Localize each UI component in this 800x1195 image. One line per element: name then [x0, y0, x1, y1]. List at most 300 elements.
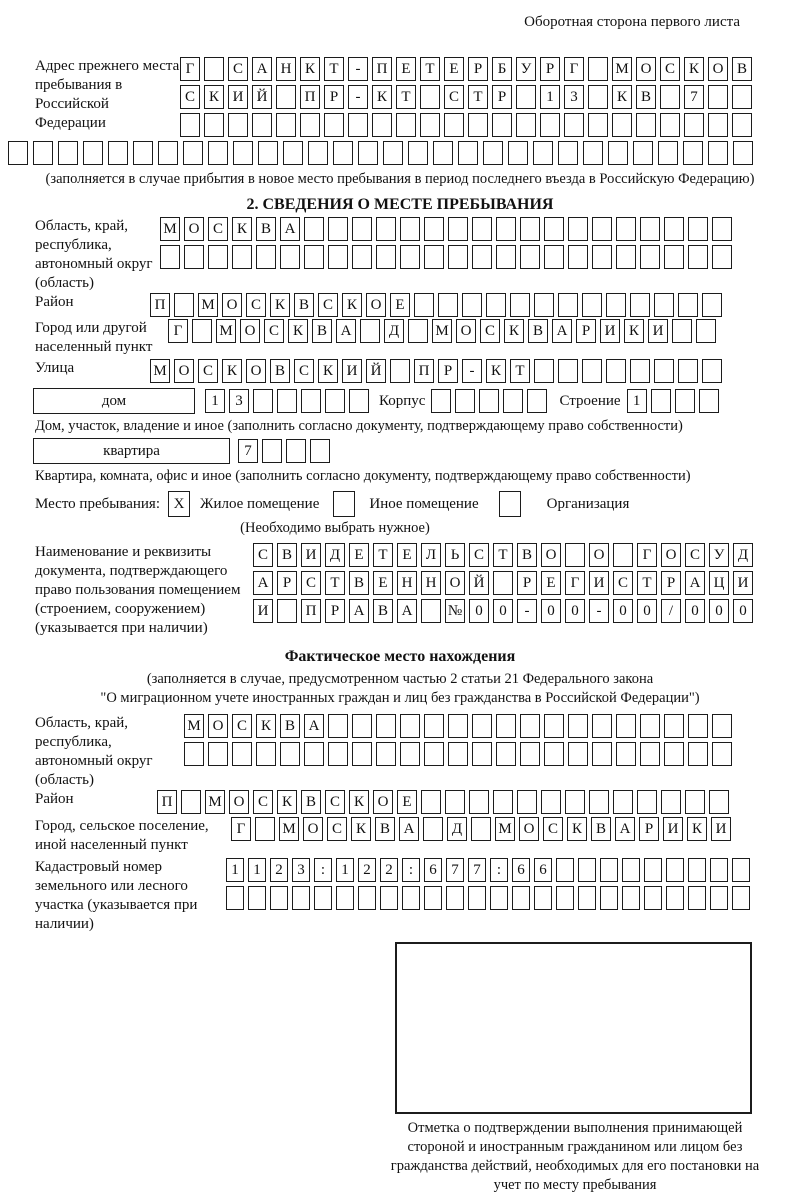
char-cell[interactable]	[208, 141, 228, 165]
char-cell[interactable]: 0	[637, 599, 657, 623]
char-cell[interactable]: 1	[205, 389, 225, 413]
char-cell[interactable]	[712, 245, 732, 269]
char-cell[interactable]: О	[366, 293, 386, 317]
char-cell[interactable]	[710, 858, 728, 882]
char-cell[interactable]	[510, 293, 530, 317]
char-cell[interactable]: В	[301, 790, 321, 814]
char-cell[interactable]: И	[733, 571, 753, 595]
char-cell[interactable]: К	[687, 817, 707, 841]
char-cell[interactable]	[565, 790, 585, 814]
char-cell[interactable]	[558, 359, 578, 383]
char-cell[interactable]	[558, 141, 578, 165]
char-cell[interactable]: 7	[446, 858, 464, 882]
char-cell[interactable]	[448, 217, 468, 241]
char-cell[interactable]	[600, 858, 618, 882]
char-cell[interactable]	[633, 141, 653, 165]
char-cell[interactable]	[568, 245, 588, 269]
char-cell[interactable]	[390, 359, 410, 383]
char-cell[interactable]: А	[552, 319, 572, 343]
char-cell[interactable]	[640, 714, 660, 738]
char-cell[interactable]	[616, 245, 636, 269]
char-cell[interactable]: Т	[493, 543, 513, 567]
char-cell[interactable]: С	[325, 790, 345, 814]
char-cell[interactable]	[349, 389, 369, 413]
char-cell[interactable]: Д	[447, 817, 467, 841]
char-cell[interactable]	[376, 217, 396, 241]
char-cell[interactable]: Ц	[709, 571, 729, 595]
char-cell[interactable]	[672, 319, 692, 343]
char-cell[interactable]: Й	[252, 85, 272, 109]
char-cell[interactable]	[637, 790, 657, 814]
char-cell[interactable]: С	[232, 714, 252, 738]
char-cell[interactable]	[664, 742, 684, 766]
char-cell[interactable]	[324, 113, 344, 137]
char-cell[interactable]	[286, 439, 306, 463]
char-cell[interactable]	[314, 886, 332, 910]
char-cell[interactable]	[608, 141, 628, 165]
char-cell[interactable]: А	[252, 57, 272, 81]
char-cell[interactable]: П	[414, 359, 434, 383]
char-cell[interactable]	[534, 293, 554, 317]
char-cell[interactable]	[448, 742, 468, 766]
char-cell[interactable]	[699, 389, 719, 413]
char-cell[interactable]: С	[253, 790, 273, 814]
char-cell[interactable]	[479, 389, 499, 413]
char-cell[interactable]: К	[349, 790, 369, 814]
char-cell[interactable]	[276, 85, 296, 109]
char-cell[interactable]: О	[541, 543, 561, 567]
char-cell[interactable]	[372, 113, 392, 137]
char-cell[interactable]	[664, 245, 684, 269]
char-cell[interactable]: С	[543, 817, 563, 841]
char-cell[interactable]	[688, 886, 706, 910]
char-cell[interactable]	[424, 245, 444, 269]
char-cell[interactable]: О	[445, 571, 465, 595]
char-cell[interactable]: С	[228, 57, 248, 81]
char-cell[interactable]	[358, 886, 376, 910]
char-cell[interactable]	[544, 714, 564, 738]
char-cell[interactable]: В	[256, 217, 276, 241]
char-cell[interactable]	[262, 439, 282, 463]
char-cell[interactable]: М	[198, 293, 218, 317]
char-cell[interactable]: В	[636, 85, 656, 109]
char-cell[interactable]	[431, 389, 451, 413]
char-cell[interactable]: В	[270, 359, 290, 383]
char-cell[interactable]: Р	[325, 599, 345, 623]
char-cell[interactable]: С	[327, 817, 347, 841]
char-cell[interactable]: К	[342, 293, 362, 317]
char-cell[interactable]: 6	[534, 858, 552, 882]
char-cell[interactable]	[276, 113, 296, 137]
char-cell[interactable]	[527, 389, 547, 413]
char-cell[interactable]: А	[349, 599, 369, 623]
char-cell[interactable]	[328, 714, 348, 738]
char-cell[interactable]: К	[486, 359, 506, 383]
char-cell[interactable]: О	[519, 817, 539, 841]
char-cell[interactable]	[204, 113, 224, 137]
char-cell[interactable]: В	[732, 57, 752, 81]
char-cell[interactable]	[678, 359, 698, 383]
char-cell[interactable]	[512, 886, 530, 910]
char-cell[interactable]	[256, 245, 276, 269]
char-cell[interactable]: В	[517, 543, 537, 567]
char-cell[interactable]: К	[684, 57, 704, 81]
char-cell[interactable]	[592, 217, 612, 241]
char-cell[interactable]: Г	[168, 319, 188, 343]
char-cell[interactable]	[508, 141, 528, 165]
char-cell[interactable]: Й	[469, 571, 489, 595]
char-cell[interactable]	[503, 389, 523, 413]
char-cell[interactable]	[616, 217, 636, 241]
char-cell[interactable]: Р	[661, 571, 681, 595]
char-cell[interactable]	[613, 790, 633, 814]
char-cell[interactable]	[232, 742, 252, 766]
char-cell[interactable]: 3	[229, 389, 249, 413]
char-cell[interactable]	[472, 217, 492, 241]
char-cell[interactable]	[472, 714, 492, 738]
char-cell[interactable]: Е	[390, 293, 410, 317]
char-cell[interactable]: Р	[324, 85, 344, 109]
char-cell[interactable]: М	[184, 714, 204, 738]
char-cell[interactable]	[708, 141, 728, 165]
char-cell[interactable]: 6	[424, 858, 442, 882]
char-cell[interactable]	[380, 886, 398, 910]
char-cell[interactable]: Г	[231, 817, 251, 841]
char-cell[interactable]: О	[303, 817, 323, 841]
char-cell[interactable]	[301, 389, 321, 413]
char-cell[interactable]: 0	[613, 599, 633, 623]
char-cell[interactable]	[420, 85, 440, 109]
char-cell[interactable]: М	[432, 319, 452, 343]
char-cell[interactable]: К	[256, 714, 276, 738]
char-cell[interactable]	[492, 113, 512, 137]
char-cell[interactable]	[376, 245, 396, 269]
char-cell[interactable]: -	[462, 359, 482, 383]
char-cell[interactable]: А	[399, 817, 419, 841]
char-cell[interactable]: О	[589, 543, 609, 567]
char-cell[interactable]	[544, 742, 564, 766]
char-cell[interactable]: 0	[685, 599, 705, 623]
char-cell[interactable]: К	[612, 85, 632, 109]
char-cell[interactable]	[328, 217, 348, 241]
char-cell[interactable]	[493, 790, 513, 814]
char-cell[interactable]: Р	[576, 319, 596, 343]
char-cell[interactable]	[423, 817, 443, 841]
char-cell[interactable]	[420, 113, 440, 137]
char-cell[interactable]	[666, 886, 684, 910]
char-cell[interactable]	[516, 113, 536, 137]
char-cell[interactable]	[424, 886, 442, 910]
char-cell[interactable]: И	[301, 543, 321, 567]
char-cell[interactable]: Й	[366, 359, 386, 383]
char-cell[interactable]	[133, 141, 153, 165]
char-cell[interactable]: Т	[325, 571, 345, 595]
char-cell[interactable]: Л	[421, 543, 441, 567]
char-cell[interactable]: Е	[397, 543, 417, 567]
char-cell[interactable]: Т	[324, 57, 344, 81]
char-cell[interactable]	[616, 714, 636, 738]
char-cell[interactable]: О	[661, 543, 681, 567]
char-cell[interactable]	[468, 886, 486, 910]
char-cell[interactable]	[651, 389, 671, 413]
char-cell[interactable]	[424, 714, 444, 738]
char-cell[interactable]: О	[708, 57, 728, 81]
char-cell[interactable]	[33, 141, 53, 165]
char-cell[interactable]: К	[372, 85, 392, 109]
char-cell[interactable]	[58, 141, 78, 165]
char-cell[interactable]: О	[240, 319, 260, 343]
char-cell[interactable]	[589, 790, 609, 814]
char-cell[interactable]	[233, 141, 253, 165]
char-cell[interactable]	[376, 742, 396, 766]
char-cell[interactable]	[600, 886, 618, 910]
char-cell[interactable]: 0	[709, 599, 729, 623]
char-cell[interactable]	[160, 245, 180, 269]
char-cell[interactable]: И	[663, 817, 683, 841]
char-cell[interactable]	[644, 886, 662, 910]
char-cell[interactable]	[304, 217, 324, 241]
char-cell[interactable]: К	[277, 790, 297, 814]
char-cell[interactable]: 7	[468, 858, 486, 882]
char-cell[interactable]: Е	[373, 571, 393, 595]
char-cell[interactable]	[588, 57, 608, 81]
char-cell[interactable]	[520, 714, 540, 738]
char-cell[interactable]	[520, 742, 540, 766]
char-cell[interactable]	[358, 141, 378, 165]
char-cell[interactable]: 3	[564, 85, 584, 109]
char-cell[interactable]	[660, 85, 680, 109]
char-cell[interactable]	[421, 599, 441, 623]
char-cell[interactable]	[383, 141, 403, 165]
char-cell[interactable]: В	[277, 543, 297, 567]
char-cell[interactable]	[445, 790, 465, 814]
char-cell[interactable]	[658, 141, 678, 165]
char-cell[interactable]	[622, 886, 640, 910]
char-cell[interactable]: П	[157, 790, 177, 814]
char-cell[interactable]	[248, 886, 266, 910]
char-cell[interactable]: М	[216, 319, 236, 343]
char-cell[interactable]	[455, 389, 475, 413]
char-cell[interactable]	[606, 293, 626, 317]
char-cell[interactable]	[640, 742, 660, 766]
char-cell[interactable]: И	[228, 85, 248, 109]
char-cell[interactable]: Т	[637, 571, 657, 595]
char-cell[interactable]	[732, 886, 750, 910]
char-cell[interactable]: П	[150, 293, 170, 317]
char-cell[interactable]	[534, 886, 552, 910]
char-cell[interactable]	[558, 293, 578, 317]
char-cell[interactable]	[472, 742, 492, 766]
char-cell[interactable]	[568, 742, 588, 766]
char-cell[interactable]: У	[516, 57, 536, 81]
char-cell[interactable]	[376, 714, 396, 738]
char-cell[interactable]	[592, 245, 612, 269]
char-cell[interactable]	[688, 217, 708, 241]
char-cell[interactable]	[232, 245, 252, 269]
char-cell[interactable]	[688, 858, 706, 882]
char-cell[interactable]: :	[402, 858, 420, 882]
char-cell[interactable]	[360, 319, 380, 343]
char-cell[interactable]	[336, 886, 354, 910]
char-cell[interactable]	[640, 245, 660, 269]
char-cell[interactable]: С	[198, 359, 218, 383]
char-cell[interactable]: И	[600, 319, 620, 343]
char-cell[interactable]	[396, 113, 416, 137]
char-cell[interactable]	[174, 293, 194, 317]
char-cell[interactable]: Г	[565, 571, 585, 595]
char-cell[interactable]	[544, 217, 564, 241]
char-cell[interactable]	[496, 714, 516, 738]
char-cell[interactable]: Д	[733, 543, 753, 567]
char-cell[interactable]	[270, 886, 288, 910]
char-cell[interactable]: /	[661, 599, 681, 623]
checkbox-zhiloe[interactable]: X	[168, 491, 190, 517]
char-cell[interactable]: В	[373, 599, 393, 623]
char-cell[interactable]: 1	[336, 858, 354, 882]
char-cell[interactable]: Е	[397, 790, 417, 814]
char-cell[interactable]	[400, 217, 420, 241]
char-cell[interactable]	[666, 858, 684, 882]
char-cell[interactable]: П	[300, 85, 320, 109]
char-cell[interactable]	[192, 319, 212, 343]
char-cell[interactable]	[630, 359, 650, 383]
char-cell[interactable]	[520, 245, 540, 269]
char-cell[interactable]: В	[294, 293, 314, 317]
char-cell[interactable]	[304, 742, 324, 766]
char-cell[interactable]	[688, 714, 708, 738]
char-cell[interactable]: Т	[396, 85, 416, 109]
char-cell[interactable]	[533, 141, 553, 165]
char-cell[interactable]	[292, 886, 310, 910]
char-cell[interactable]	[712, 714, 732, 738]
char-cell[interactable]: Ь	[445, 543, 465, 567]
char-cell[interactable]	[277, 389, 297, 413]
char-cell[interactable]: М	[279, 817, 299, 841]
char-cell[interactable]: А	[304, 714, 324, 738]
char-cell[interactable]	[565, 543, 585, 567]
char-cell[interactable]: Т	[373, 543, 393, 567]
char-cell[interactable]: 7	[238, 439, 258, 463]
char-cell[interactable]	[683, 141, 703, 165]
char-cell[interactable]	[660, 113, 680, 137]
char-cell[interactable]	[255, 817, 275, 841]
char-cell[interactable]	[696, 319, 716, 343]
char-cell[interactable]: В	[591, 817, 611, 841]
char-cell[interactable]	[493, 571, 513, 595]
char-cell[interactable]	[158, 141, 178, 165]
char-cell[interactable]: К	[318, 359, 338, 383]
char-cell[interactable]	[208, 245, 228, 269]
char-cell[interactable]	[184, 742, 204, 766]
char-cell[interactable]: О	[229, 790, 249, 814]
char-cell[interactable]: Т	[510, 359, 530, 383]
checkbox-inoe[interactable]	[333, 491, 355, 517]
char-cell[interactable]	[664, 217, 684, 241]
char-cell[interactable]	[256, 742, 276, 766]
char-cell[interactable]	[352, 714, 372, 738]
char-cell[interactable]	[568, 217, 588, 241]
char-cell[interactable]: 0	[541, 599, 561, 623]
char-cell[interactable]: О	[174, 359, 194, 383]
char-cell[interactable]	[640, 217, 660, 241]
char-cell[interactable]: 1	[248, 858, 266, 882]
char-cell[interactable]: С	[264, 319, 284, 343]
char-cell[interactable]	[180, 113, 200, 137]
char-cell[interactable]	[448, 714, 468, 738]
char-cell[interactable]	[654, 293, 674, 317]
char-cell[interactable]	[277, 599, 297, 623]
char-cell[interactable]: Г	[564, 57, 584, 81]
char-cell[interactable]: И	[711, 817, 731, 841]
char-cell[interactable]: В	[375, 817, 395, 841]
char-cell[interactable]: Р	[492, 85, 512, 109]
char-cell[interactable]: В	[312, 319, 332, 343]
checkbox-organizatsiya[interactable]	[499, 491, 521, 517]
char-cell[interactable]	[325, 389, 345, 413]
char-cell[interactable]	[226, 886, 244, 910]
char-cell[interactable]	[664, 714, 684, 738]
char-cell[interactable]	[712, 742, 732, 766]
char-cell[interactable]	[588, 85, 608, 109]
char-cell[interactable]: К	[232, 217, 252, 241]
char-cell[interactable]	[280, 245, 300, 269]
char-cell[interactable]	[424, 742, 444, 766]
char-cell[interactable]: С	[208, 217, 228, 241]
char-cell[interactable]: А	[253, 571, 273, 595]
char-cell[interactable]: 2	[358, 858, 376, 882]
char-cell[interactable]: А	[685, 571, 705, 595]
char-cell[interactable]: Е	[444, 57, 464, 81]
char-cell[interactable]: С	[253, 543, 273, 567]
char-cell[interactable]	[630, 293, 650, 317]
char-cell[interactable]: 0	[469, 599, 489, 623]
char-cell[interactable]	[448, 245, 468, 269]
char-cell[interactable]	[592, 714, 612, 738]
char-cell[interactable]	[108, 141, 128, 165]
char-cell[interactable]	[592, 742, 612, 766]
char-cell[interactable]: Н	[421, 571, 441, 595]
char-cell[interactable]: №	[445, 599, 465, 623]
char-cell[interactable]	[578, 858, 596, 882]
char-cell[interactable]	[544, 245, 564, 269]
char-cell[interactable]	[688, 742, 708, 766]
char-cell[interactable]	[444, 113, 464, 137]
char-cell[interactable]: 1	[627, 389, 647, 413]
char-cell[interactable]	[400, 714, 420, 738]
char-cell[interactable]	[400, 245, 420, 269]
char-cell[interactable]: Р	[277, 571, 297, 595]
char-cell[interactable]	[712, 217, 732, 241]
char-cell[interactable]	[675, 389, 695, 413]
char-cell[interactable]	[582, 359, 602, 383]
char-cell[interactable]	[468, 113, 488, 137]
char-cell[interactable]: С	[180, 85, 200, 109]
char-cell[interactable]	[328, 245, 348, 269]
char-cell[interactable]	[300, 113, 320, 137]
char-cell[interactable]	[83, 141, 103, 165]
char-cell[interactable]: 1	[540, 85, 560, 109]
char-cell[interactable]	[702, 293, 722, 317]
char-cell[interactable]: О	[208, 714, 228, 738]
char-cell[interactable]: И	[342, 359, 362, 383]
char-cell[interactable]: Н	[397, 571, 417, 595]
char-cell[interactable]: -	[589, 599, 609, 623]
char-cell[interactable]: -	[348, 57, 368, 81]
char-cell[interactable]: Б	[492, 57, 512, 81]
char-cell[interactable]	[520, 217, 540, 241]
char-cell[interactable]	[733, 141, 753, 165]
char-cell[interactable]	[304, 245, 324, 269]
